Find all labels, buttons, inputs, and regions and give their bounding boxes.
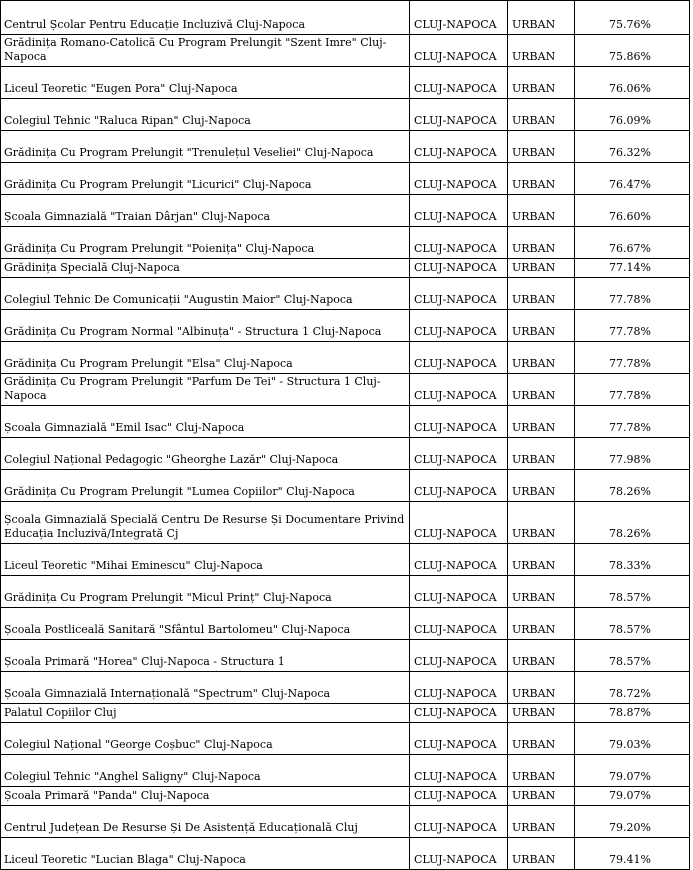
city-cell: CLUJ-NAPOCA (410, 438, 508, 470)
area-cell: URBAN (508, 838, 575, 870)
percentage-cell: 78.33% (575, 544, 690, 576)
percentage-cell: 76.06% (575, 67, 690, 99)
area-cell: URBAN (508, 704, 575, 723)
area-cell: URBAN (508, 342, 575, 374)
percentage-cell: 77.78% (575, 374, 690, 406)
area-cell: URBAN (508, 502, 575, 544)
school-name-cell: Grădinița Cu Program Prelungit "Micul Prinț" Cluj-Napoca (1, 576, 410, 608)
percentage-cell: 77.98% (575, 438, 690, 470)
school-name-cell: Liceul Teoretic "Mihai Eminescu" Cluj-Napoca (1, 544, 410, 576)
percentage-cell: 78.57% (575, 576, 690, 608)
city-cell: CLUJ-NAPOCA (410, 608, 508, 640)
table-row (1, 67, 690, 99)
percentage-cell: 76.67% (575, 227, 690, 259)
area-cell: URBAN (508, 278, 575, 310)
percentage-cell: 77.78% (575, 310, 690, 342)
area-cell: URBAN (508, 227, 575, 259)
table-row (1, 723, 690, 755)
school-name-cell: Grădinița Romano-Catolică Cu Program Prelungit "Szent Imre" Cluj-Napoca (1, 35, 410, 67)
table-row (1, 502, 690, 544)
area-cell: URBAN (508, 576, 575, 608)
table-row (1, 755, 690, 787)
city-cell: CLUJ-NAPOCA (410, 470, 508, 502)
school-name-cell: Colegiul Tehnic "Anghel Saligny" Cluj-Napoca (1, 755, 410, 787)
percentage-cell: 79.07% (575, 755, 690, 787)
table-row (1, 470, 690, 502)
school-name-cell: Școala Primară "Horea" Cluj-Napoca - Structura 1 (1, 640, 410, 672)
city-cell: CLUJ-NAPOCA (410, 672, 508, 704)
table-row (1, 278, 690, 310)
area-cell: URBAN (508, 406, 575, 438)
school-name-cell: Centrul Județean De Resurse Și De Asistență Educațională Cluj (1, 806, 410, 838)
area-cell: URBAN (508, 1, 575, 35)
percentage-cell: 75.86% (575, 35, 690, 67)
school-name-cell: Colegiul Tehnic De Comunicații "Augustin Maior" Cluj-Napoca (1, 278, 410, 310)
percentage-cell: 77.14% (575, 259, 690, 278)
table-row (1, 576, 690, 608)
city-cell: CLUJ-NAPOCA (410, 67, 508, 99)
percentage-cell: 79.03% (575, 723, 690, 755)
city-cell: CLUJ-NAPOCA (410, 576, 508, 608)
percentage-cell: 79.41% (575, 838, 690, 870)
school-name-cell: Grădinița Specială Cluj-Napoca (1, 259, 410, 278)
city-cell: CLUJ-NAPOCA (410, 131, 508, 163)
percentage-cell: 78.26% (575, 470, 690, 502)
city-cell: CLUJ-NAPOCA (410, 806, 508, 838)
school-name-cell: Centrul Școlar Pentru Educație Incluzivă Cluj-Napoca (1, 1, 410, 35)
city-cell: CLUJ-NAPOCA (410, 99, 508, 131)
city-cell: CLUJ-NAPOCA (410, 723, 508, 755)
percentage-cell: 77.78% (575, 342, 690, 374)
table-row (1, 838, 690, 870)
percentage-cell: 76.47% (575, 163, 690, 195)
city-cell: CLUJ-NAPOCA (410, 502, 508, 544)
city-cell: CLUJ-NAPOCA (410, 35, 508, 67)
school-name-cell: Școala Postliceală Sanitară "Sfântul Bartolomeu" Cluj-Napoca (1, 608, 410, 640)
school-name-cell: Colegiul Național Pedagogic "Gheorghe Lazăr" Cluj-Napoca (1, 438, 410, 470)
area-cell: URBAN (508, 755, 575, 787)
city-cell: CLUJ-NAPOCA (410, 278, 508, 310)
city-cell: CLUJ-NAPOCA (410, 838, 508, 870)
school-name-cell: Liceul Teoretic "Eugen Pora" Cluj-Napoca (1, 67, 410, 99)
city-cell: CLUJ-NAPOCA (410, 787, 508, 806)
table-row (1, 1, 690, 35)
school-name-cell: Școala Gimnazială "Traian Dârjan" Cluj-Napoca (1, 195, 410, 227)
city-cell: CLUJ-NAPOCA (410, 342, 508, 374)
area-cell: URBAN (508, 67, 575, 99)
city-cell: CLUJ-NAPOCA (410, 195, 508, 227)
area-cell: URBAN (508, 806, 575, 838)
area-cell: URBAN (508, 544, 575, 576)
city-cell: CLUJ-NAPOCA (410, 544, 508, 576)
table-row (1, 704, 690, 723)
city-cell: CLUJ-NAPOCA (410, 704, 508, 723)
table-row (1, 259, 690, 278)
city-cell: CLUJ-NAPOCA (410, 406, 508, 438)
table-row (1, 99, 690, 131)
school-name-cell: Palatul Copiilor Cluj (1, 704, 410, 723)
school-name-cell: Grădinița Cu Program Normal "Albinuța" - Structura 1 Cluj-Napoca (1, 310, 410, 342)
table-row (1, 806, 690, 838)
area-cell: URBAN (508, 723, 575, 755)
table-row (1, 131, 690, 163)
area-cell: URBAN (508, 259, 575, 278)
table-row (1, 438, 690, 470)
percentage-cell: 78.26% (575, 502, 690, 544)
table-row (1, 544, 690, 576)
schools-table-body (1, 1, 690, 870)
city-cell: CLUJ-NAPOCA (410, 227, 508, 259)
city-cell: CLUJ-NAPOCA (410, 163, 508, 195)
area-cell: URBAN (508, 470, 575, 502)
area-cell: URBAN (508, 672, 575, 704)
table-row (1, 35, 690, 67)
area-cell: URBAN (508, 35, 575, 67)
area-cell: URBAN (508, 787, 575, 806)
area-cell: URBAN (508, 195, 575, 227)
school-name-cell: Școala Gimnazială "Emil Isac" Cluj-Napoca (1, 406, 410, 438)
table-row (1, 163, 690, 195)
table-row (1, 672, 690, 704)
school-name-cell: Școala Primară "Panda" Cluj-Napoca (1, 787, 410, 806)
school-name-cell: Grădinița Cu Program Prelungit "Parfum De Tei" - Structura 1 Cluj-Napoca (1, 374, 410, 406)
city-cell: CLUJ-NAPOCA (410, 640, 508, 672)
school-name-cell: Grădinița Cu Program Prelungit "Trenulețul Veseliei" Cluj-Napoca (1, 131, 410, 163)
area-cell: URBAN (508, 608, 575, 640)
city-cell: CLUJ-NAPOCA (410, 755, 508, 787)
area-cell: URBAN (508, 438, 575, 470)
percentage-cell: 78.72% (575, 672, 690, 704)
percentage-cell: 78.57% (575, 608, 690, 640)
school-name-cell: Școala Gimnazială Specială Centru De Resurse Și Documentare Privind Educația Incluzivă/Integrată Cj (1, 502, 410, 544)
table-row (1, 608, 690, 640)
percentage-cell: 79.07% (575, 787, 690, 806)
percentage-cell: 78.57% (575, 640, 690, 672)
table-row (1, 374, 690, 406)
city-cell: CLUJ-NAPOCA (410, 259, 508, 278)
school-name-cell: Colegiul Național "George Coșbuc" Cluj-Napoca (1, 723, 410, 755)
table-row (1, 342, 690, 374)
city-cell: CLUJ-NAPOCA (410, 310, 508, 342)
table-row (1, 787, 690, 806)
school-name-cell: Grădinița Cu Program Prelungit "Elsa" Cluj-Napoca (1, 342, 410, 374)
percentage-cell: 75.76% (575, 1, 690, 35)
city-cell: CLUJ-NAPOCA (410, 374, 508, 406)
table-row (1, 310, 690, 342)
table-row (1, 640, 690, 672)
school-name-cell: Grădinița Cu Program Prelungit "Licurici" Cluj-Napoca (1, 163, 410, 195)
school-name-cell: Școala Gimnazială Internațională "Spectrum" Cluj-Napoca (1, 672, 410, 704)
school-name-cell: Colegiul Tehnic "Raluca Ripan" Cluj-Napoca (1, 99, 410, 131)
percentage-cell: 77.78% (575, 278, 690, 310)
percentage-cell: 77.78% (575, 406, 690, 438)
percentage-cell: 78.87% (575, 704, 690, 723)
percentage-cell: 76.32% (575, 131, 690, 163)
school-name-cell: Grădinița Cu Program Prelungit "Lumea Copiilor" Cluj-Napoca (1, 470, 410, 502)
area-cell: URBAN (508, 131, 575, 163)
percentage-cell: 79.20% (575, 806, 690, 838)
area-cell: URBAN (508, 374, 575, 406)
table-row (1, 227, 690, 259)
table-row (1, 195, 690, 227)
table-row (1, 406, 690, 438)
area-cell: URBAN (508, 310, 575, 342)
city-cell: CLUJ-NAPOCA (410, 1, 508, 35)
area-cell: URBAN (508, 99, 575, 131)
school-name-cell: Grădinița Cu Program Prelungit "Poienița" Cluj-Napoca (1, 227, 410, 259)
percentage-cell: 76.60% (575, 195, 690, 227)
area-cell: URBAN (508, 163, 575, 195)
area-cell: URBAN (508, 640, 575, 672)
percentage-cell: 76.09% (575, 99, 690, 131)
school-name-cell: Liceul Teoretic "Lucian Blaga" Cluj-Napoca (1, 838, 410, 870)
